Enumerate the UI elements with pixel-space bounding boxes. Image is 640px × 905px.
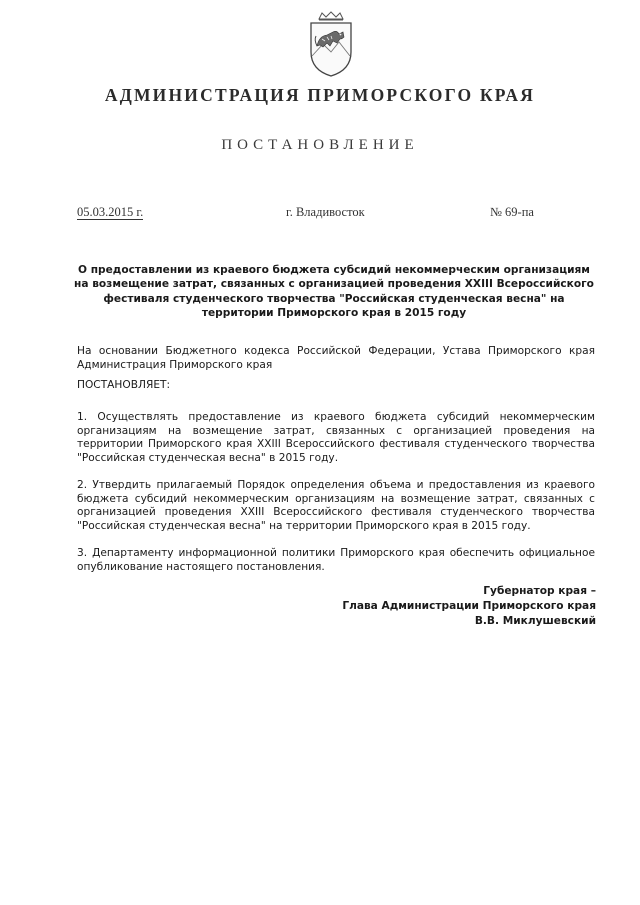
document-number: № 69-па [490,205,534,219]
decree-item-2: 2. Утвердить прилагаемый Порядок определения объема и предоставления из краевого бюджета субсидий некоммерческим организациям на возмещение затрат, связанных с организацией проведения XXIII Всероссийского фестиваля студенческого творчества "Российская студенческая весна" на территории Приморского края в 2015 году. [77,479,595,533]
basis-paragraph: На основании Бюджетного кодекса Российской Федерации, Устава Приморского края Администрация Приморского края [77,345,595,371]
signature-position: Губернатор края – [483,585,596,597]
document-date: 05.03.2015 г. [77,205,144,219]
coat-of-arms-icon [303,10,359,78]
organization-title: АДМИНИСТРАЦИЯ ПРИМОРСКОГО КРАЯ [104,85,536,105]
decree-label: ПОСТАНОВЛЯЕТ: [77,379,171,391]
decree-item-1: 1. Осуществлять предоставление из краевого бюджета субсидий некоммерческим организациям на возмещение затрат, связанных с организацией проведения на территории Приморского края XXIII Всероссийского фестиваля студенческого творчества "Российская студенческая весна" в 2015 году. [77,411,595,465]
decree-item-3: 3. Департаменту информационной политики Приморского края обеспечить официальное опубликование настоящего постановления. [77,547,595,573]
signature-name: В.В. Миклушевский [474,614,596,627]
document-type-title: ПОСТАНОВЛЕНИЕ [221,137,419,153]
signature-block [300,584,596,628]
document-city: г. Владивосток [286,205,365,219]
signature-title: Глава Администрации Приморского края [342,599,596,612]
document-heading: О предоставлении из краевого бюджета субсидий некоммерческим организациям на возмещение затрат, связанных с организацией проведения XXIII Всероссийского фестиваля студенческого творчества "Российская студенческая весна" на территории Приморского края в 2015 году [74,264,594,319]
